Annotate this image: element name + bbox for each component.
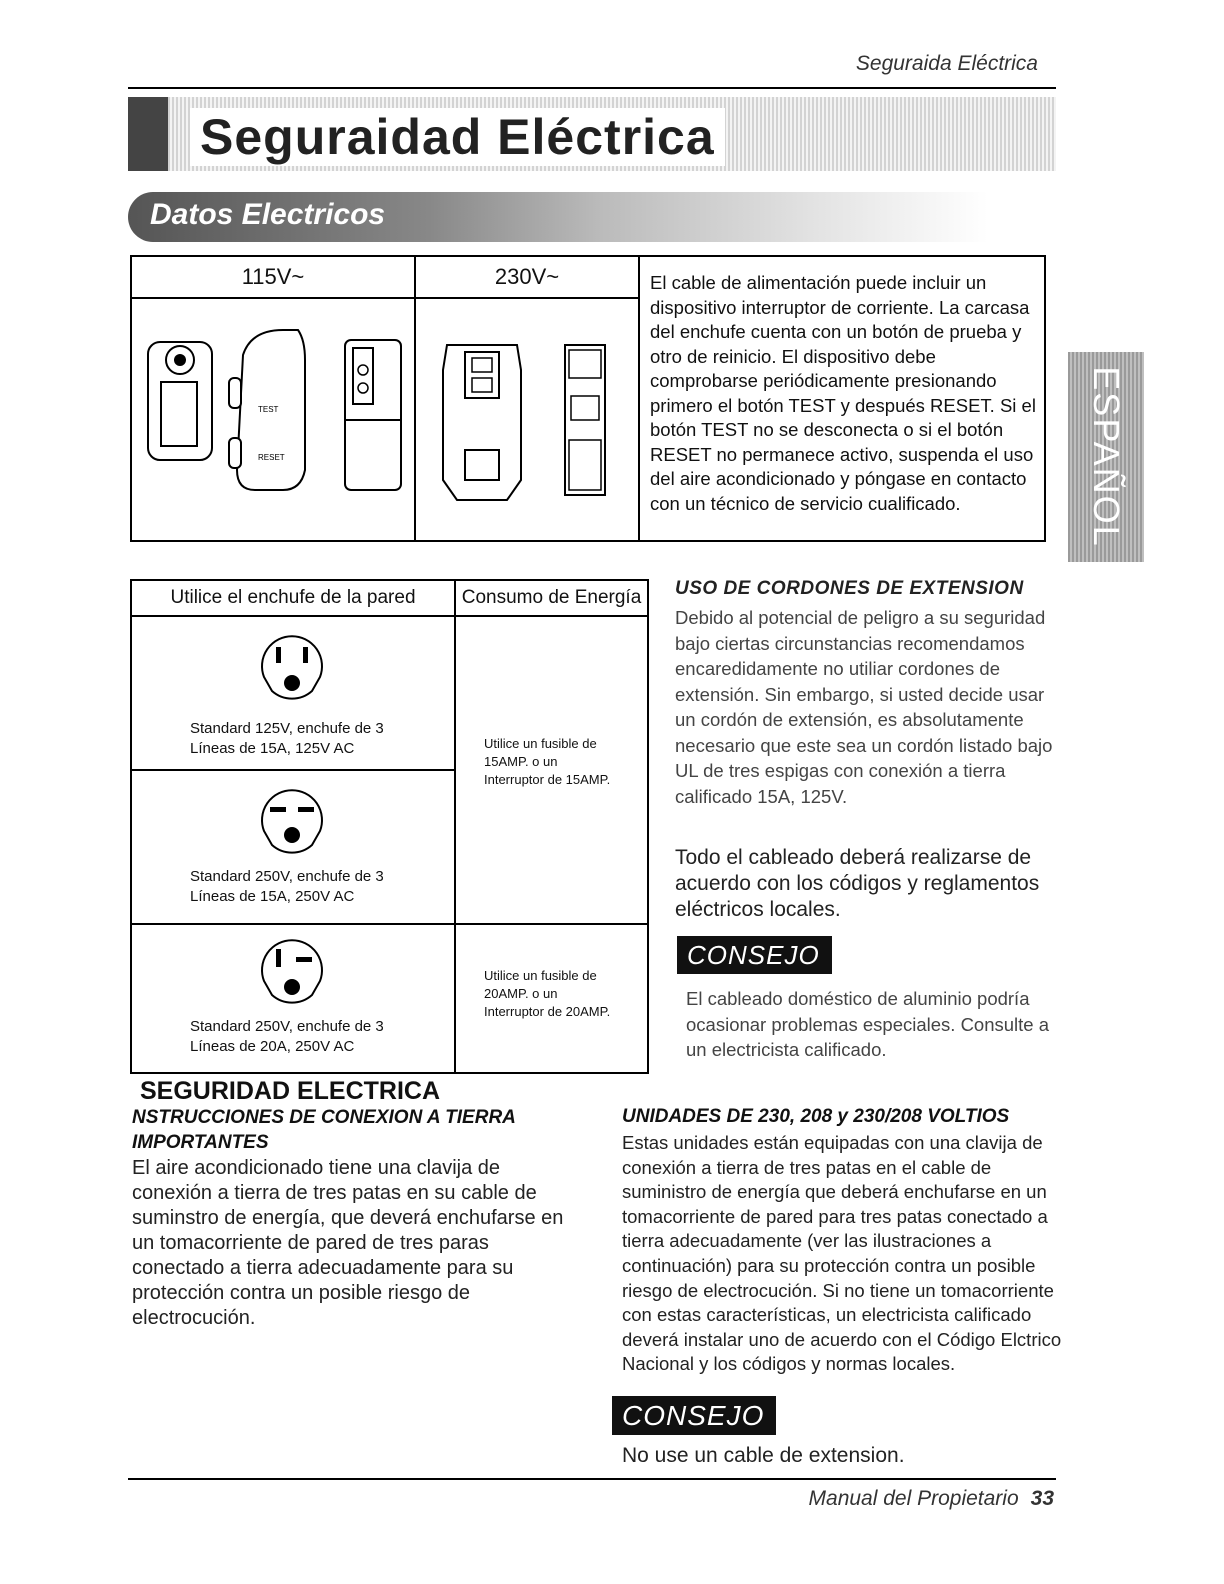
outlet-250v-20a-icon [252, 931, 332, 1011]
title-block [128, 97, 168, 171]
seguridad-heading: SEGURIDAD ELECTRICA [140, 1077, 441, 1105]
outlet-250v-15a-icon [252, 781, 332, 861]
plug-115-icon [133, 300, 413, 515]
page-number: 33 [1030, 1487, 1054, 1510]
plug-test-label: TEST [258, 405, 279, 414]
seguridad-body: El aire acondicionado tiene una clavija de conexión a tierra de tres patas en su cable de suminstro de energía, que deverá enchufarse en un tomacorriente de pared de tres paras conectado a tierra adecuadamente para su protección contra un posible riesgo de electrocución. [132, 1157, 564, 1329]
outlet-125v-line2: Líneas de 15A, 125V AC [190, 740, 355, 757]
fuse-15-line2: 15AMP. o un [484, 754, 558, 769]
outlet-125v-icon [252, 627, 332, 707]
wiring-note: Todo el cableado deberá realizarse de acuerdo con los códigos y reglamentos eléctricos locales. [675, 846, 1040, 921]
consejo-label-2: CONSEJO [612, 1396, 776, 1435]
col-230-header: 230V~ [415, 256, 639, 298]
outlet-header: Utilice el enchufe de la pared [131, 580, 455, 616]
fuse-20-line3: Interruptor de 20AMP. [484, 1004, 611, 1019]
outlet-125v-line1: Standard 125V, enchufe de 3 [190, 720, 384, 737]
outlet-250v-15a-line2: Líneas de 15A, 250V AC [190, 888, 355, 905]
electrical-paragraph: El cable de alimentación puede incluir un dispositivo interruptor de corriente. La carcasa del enchufe cuenta con un botón de prueba y otro de reinicio. El dispositivo debe comprobarse periódicamente presionando primero el botón TEST y después RESET. Si el botón TEST no se desconecta o si el botón RESET no permanece activo, suspenda el uso del aire acondicionado y póngase en contacto con un técnico de servicio cualificado. [639, 256, 1045, 541]
outlet-table [130, 579, 649, 1074]
header-rule [128, 87, 1056, 89]
language-tab [1068, 352, 1144, 562]
unidades-body: Estas unidades están equipadas con una clavija de conexión a tierra de tres patas en el cable de suministro de energía que deberá enchufarse en un tomacorriente de pared para tres patas conectado a tierra adecuadamente (ver las ilustraciones a continuación) para su protección contra un posible riesgo de electrocución. Si no tiene un tomacorriente con estas características, un electricista calificado deverá instalar uno de acuerdo con el Código Elctrico Nacional y los códigos y normas locales. [622, 1132, 1062, 1375]
fuse-20-line2: 20AMP. o un [484, 986, 558, 1001]
footer-manual: Manual del Propietario [808, 1487, 1019, 1510]
col-115-header: 115V~ [131, 256, 415, 298]
unidades-heading: UNIDADES DE 230, 208 y 230/208 VOLTIOS [622, 1106, 1010, 1127]
outlet-row-250v-20a [131, 924, 455, 1073]
consejo-badge-2 [612, 1400, 776, 1432]
outlet-row-125v [131, 616, 455, 770]
consejo-badge-1 [677, 940, 832, 971]
fuse-15-line3: Interruptor de 15AMP. [484, 772, 611, 787]
outlet-row-250v-15a [131, 770, 455, 924]
page-title: Seguraidad Eléctrica [190, 108, 725, 166]
fuse-20amp-cell [455, 924, 648, 1073]
plug-230-icon [417, 300, 637, 515]
consejo-text-1: El cableado doméstico de aluminio podría ocasionar problemas especiales. Consulte a un electricista calificado. [686, 988, 1050, 1060]
consejo-label-1: CONSEJO [677, 936, 832, 974]
section-title: Datos Electricos [150, 198, 386, 231]
fuse-15amp-cell [455, 616, 648, 924]
language-tab-label: ESPAÑOL [1086, 366, 1127, 548]
outlet-250v-20a-line2: Líneas de 20A, 250V AC [190, 1038, 355, 1055]
footer [809, 1487, 1054, 1511]
fuse-20-line1: Utilice un fusible de [484, 968, 597, 983]
energy-header: Consumo de Energía [455, 580, 648, 616]
consejo-text-2: No use un cable de extension. [622, 1444, 905, 1467]
plug-reset-label: RESET [258, 453, 285, 462]
outlet-250v-20a-line1: Standard 250V, enchufe de 3 [190, 1018, 384, 1035]
electrical-data-table [130, 255, 1046, 542]
running-title: Seguraida Eléctrica [855, 52, 1038, 75]
extension-body: Debido al potencial de peligro a su seguridad bajo ciertas circunstancias recomendamos encaredidamente no utiliar cordones de extensión. Sin embargo, si usted decide usar un cordón de extensión, es absolutamente necesario que este sea un cordón listado bajo UL de tres espigas con conexión a tierra calificado 15A, 125V. [675, 607, 1053, 807]
extension-heading: USO DE CORDONES DE EXTENSION [675, 578, 1024, 599]
plug-115-illustration [131, 298, 415, 541]
footer-rule [128, 1478, 1056, 1480]
outlet-250v-15a-line1: Standard 250V, enchufe de 3 [190, 868, 384, 885]
plug-230-illustration [415, 298, 639, 541]
fuse-15-line1: Utilice un fusible de [484, 736, 597, 751]
seguridad-subheading: NSTRUCCIONES DE CONEXION A TIERRA IMPORTANTES [132, 1107, 516, 1153]
